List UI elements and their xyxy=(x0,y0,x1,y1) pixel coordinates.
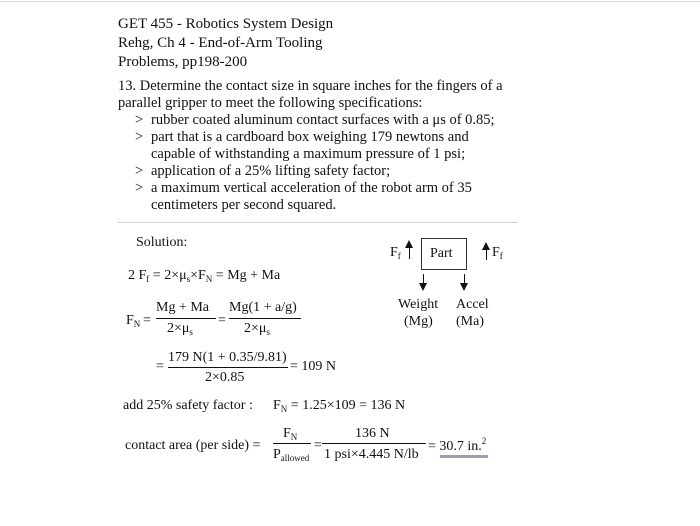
chapter-title: Rehg, Ch 4 - End-of-Arm Tooling xyxy=(118,35,323,51)
equals-sign: = xyxy=(156,359,164,374)
spec-accel-cont: centimeters per second squared. xyxy=(151,197,337,213)
accel-symbol: (Ma) xyxy=(456,314,484,329)
problems-reference: Problems, pp198-200 xyxy=(118,54,248,70)
equals-sign: = xyxy=(143,313,151,328)
fraction-numerator: 179 N(1 + 0.35/9.81) xyxy=(168,350,287,365)
arrow-down-icon xyxy=(419,283,427,291)
arrow-down-icon xyxy=(460,283,468,291)
fraction-bar xyxy=(156,318,216,319)
friction-force-left: $F_f$ xyxy=(390,245,401,261)
final-answer: = 30.7 in.$^2$ xyxy=(428,436,487,454)
fraction-denominator: $2\times\mu_s$ xyxy=(244,321,270,337)
part-label: Part xyxy=(430,246,453,261)
separator-line xyxy=(118,222,518,223)
fraction-numerator: Mg + Ma xyxy=(156,300,210,315)
equals-sign: = xyxy=(218,313,226,328)
safety-factor-label: add 25% safety factor : xyxy=(123,398,253,413)
spec-weight: part that is a cardboard box weighing 179 newtons and xyxy=(151,129,469,145)
part-box xyxy=(421,238,467,270)
accel-label: Accel xyxy=(456,297,489,312)
course-title: GET 455 - Robotics System Design xyxy=(118,16,334,32)
bullet-marker: > xyxy=(135,129,144,145)
question-line-2: parallel gripper to meet the following specifications: xyxy=(118,95,423,111)
spec-accel: a maximum vertical acceleration of the robot arm of 35 xyxy=(151,180,472,196)
friction-force-right: $F_f$ xyxy=(492,245,503,261)
fraction-bar xyxy=(322,443,426,444)
result-value: = 109 N xyxy=(290,359,337,374)
answer-underline xyxy=(440,455,488,458)
fraction-bar xyxy=(273,443,311,444)
fraction-numerator: $F_N$ xyxy=(283,426,298,442)
safety-factor-equation: $F_N = 1.25\times 109 = 136$ N xyxy=(273,398,406,414)
weight-symbol: (Mg) xyxy=(404,314,433,329)
fraction-bar xyxy=(229,318,301,319)
bullet-marker: > xyxy=(135,180,144,196)
bullet-marker: > xyxy=(135,112,144,128)
arrow-stem xyxy=(409,247,410,259)
spec-weight-cont: capable of withstanding a maximum pressure of 1 psi; xyxy=(151,146,466,162)
normal-force-symbol: $F_N$ xyxy=(126,313,141,329)
spec-safety: application of a 25% lifting safety factor; xyxy=(151,163,391,179)
fraction-denominator: 2×0.85 xyxy=(205,370,245,385)
fraction-denominator: $P_{allowed}$ xyxy=(273,447,310,463)
question-line-1: 13. Determine the contact size in square inches for the fingers of a xyxy=(118,78,503,94)
equation-force-balance: 2 $F_f = 2\times\mu_s\times F_N = Mg + Ma$ xyxy=(128,268,281,284)
fraction-numerator: 136 N xyxy=(355,426,390,441)
fraction-bar xyxy=(168,367,288,368)
fraction-denominator: 1 psi×4.445 N/lb xyxy=(324,447,419,462)
arrow-stem xyxy=(486,249,487,260)
equals-sign: = xyxy=(314,438,322,453)
spec-friction: rubber coated aluminum contact surfaces with a μs of 0.85; xyxy=(151,112,495,128)
fraction-numerator: Mg(1 + a/g) xyxy=(229,300,297,315)
solution-label: Solution: xyxy=(136,235,188,250)
page-top-border xyxy=(0,1,700,2)
fraction-denominator: $2\times\mu_s$ xyxy=(167,321,193,337)
weight-label: Weight xyxy=(398,297,439,312)
bullet-marker: > xyxy=(135,163,144,179)
contact-area-label: contact area (per side) = xyxy=(125,438,261,453)
